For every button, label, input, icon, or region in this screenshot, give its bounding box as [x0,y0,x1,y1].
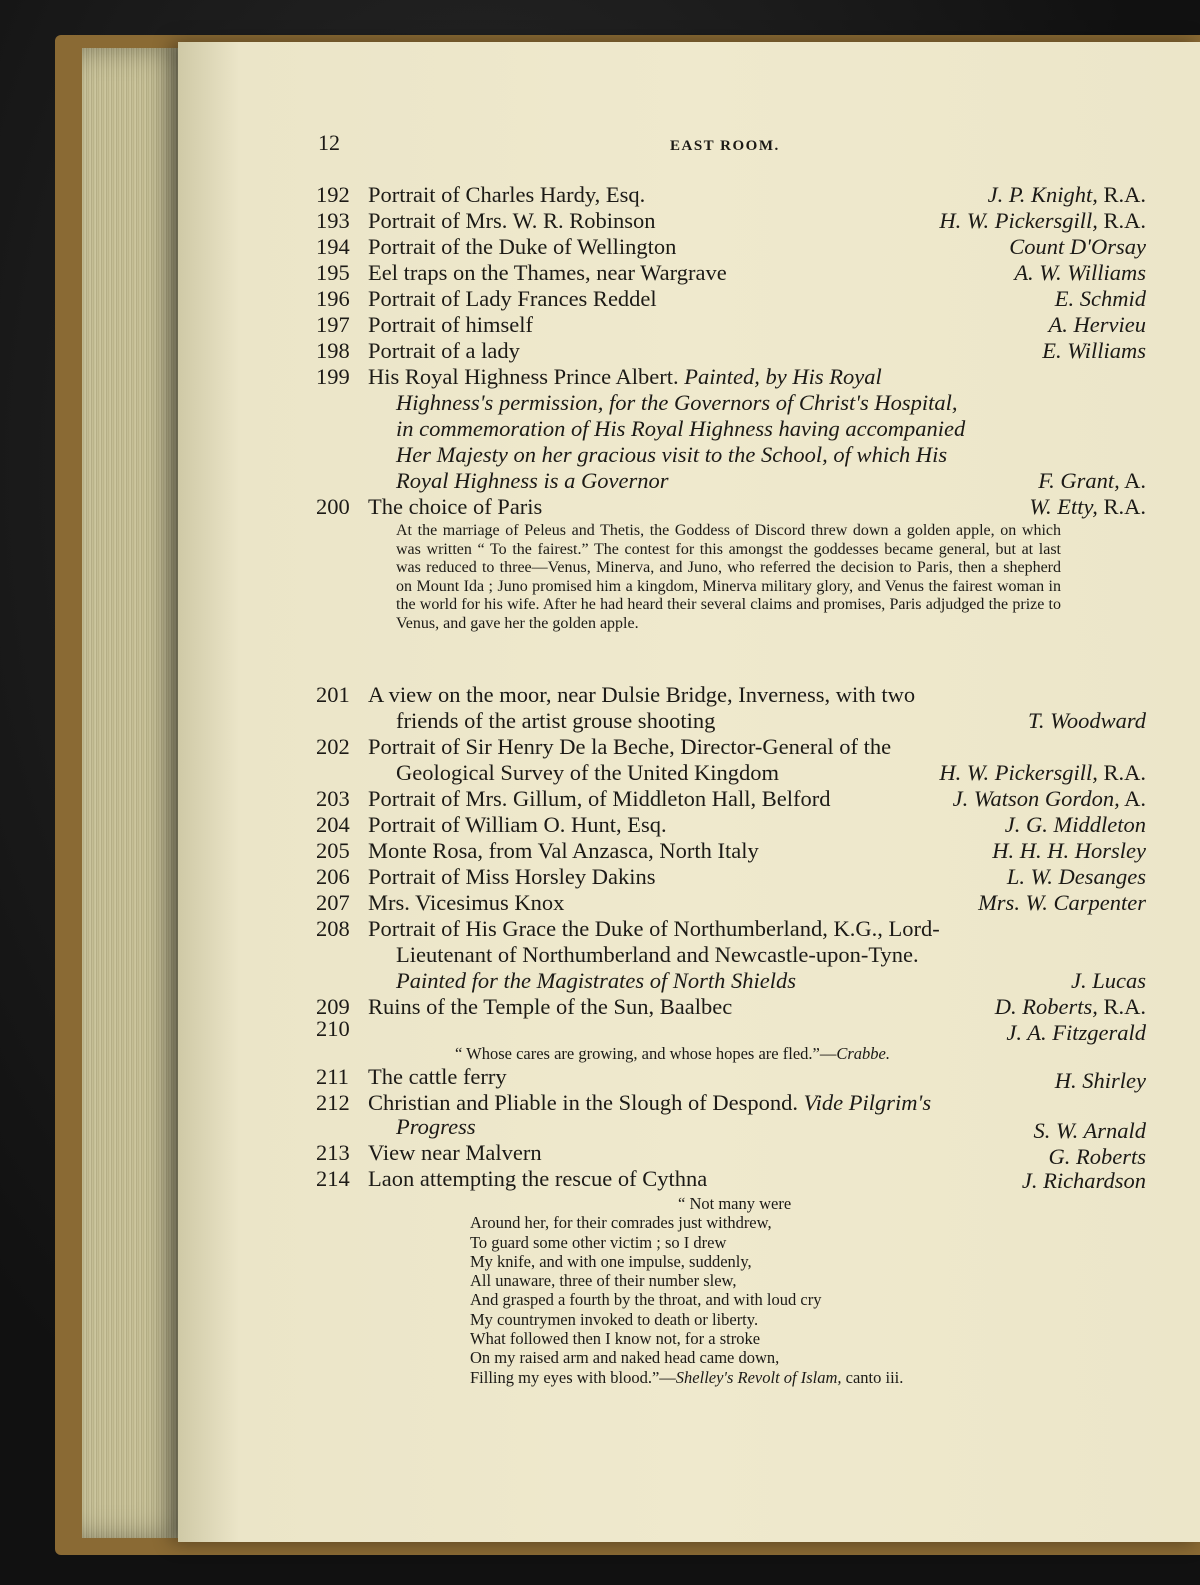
entry-title: Portrait of His Grace the Duke of Northumberland, K.G., Lord- [368,916,940,941]
entry-title: Portrait of himself [368,312,533,337]
entry-title: Mrs. Vicesimus Knox [368,890,565,915]
entry-artist: J. G. Middleton [1004,812,1146,837]
poem-line: “ Not many were [678,1194,792,1213]
running-head: EAST ROOM. [670,138,780,154]
catalogue-entry [316,182,1146,208]
entry-artist: Mrs. W. Carpenter [978,890,1146,915]
entry-title: Portrait of Mrs. W. R. Robinson [368,208,656,233]
entry-number: 196 [316,286,350,311]
entry-number: 209 [316,994,350,1019]
entry-number: 203 [316,786,350,811]
entry-number: 205 [316,838,350,863]
catalogue-entry [316,682,1146,708]
entry-title: Monte Rosa, from Val Anzasca, North Italy [368,838,759,863]
catalogue-entry [316,1090,1146,1116]
catalogue-entry [316,838,1146,864]
entry-title: Eel traps on the Thames, near Wargrave [368,260,727,285]
entry-artist: H. W. Pickersgill, R.A. [939,760,1146,785]
entry-artist: Count D'Orsay [1009,234,1146,259]
entry-number: 214 [316,1166,350,1191]
entry-number: 204 [316,812,350,837]
catalogue-entry [316,734,1146,760]
entry-artist: H. Shirley [1054,1068,1146,1093]
catalogue-entry [316,916,1146,942]
entry-title: View near Malvern [368,1140,542,1165]
catalogue-entry [316,286,1146,312]
catalogue-entry [316,786,1146,812]
entry-number: 207 [316,890,350,915]
entry-artist: E. Williams [1042,338,1146,363]
entry-title: Portrait of a lady [368,338,520,363]
entry-number: 201 [316,682,350,707]
entry-artist: S. W. Arnald [1033,1118,1146,1143]
entry-note: At the marriage of Peleus and Thetis, the Goddess of Discord threw down a golden apple, on which was written “ To the fairest.” The contest for this amongst the goddesses became general, but at last was reduced to three—Venus, Minerva, and Juno, who referred the decision to Paris, then a shepherd on Mount Ida ; Juno promised him a kingdom, Minerva military glory, and Venus the fairest woman in the world for his wife. After he had heard their several claims and promises, Paris adjudged the prize to Venus, and gave her the golden apple. [396,522,1061,632]
entry-number: 199 [316,364,350,389]
catalogue-entry [316,1016,1146,1045]
entry-artist: J. P. Knight, R.A. [987,182,1146,207]
entry-title: Portrait of Miss Horsley Dakins [368,864,656,889]
poem-line: All unaware, three of their number slew, [470,1271,737,1291]
entry-title: Portrait of the Duke of Wellington [368,234,677,259]
entry-artist: W. Etty, R.A. [1029,494,1146,519]
catalogue-entry [316,1064,1146,1093]
catalogue-entry [316,338,1146,364]
entry-title: Christian and Pliable in the Slough of Despond. Vide Pilgrim's [368,1090,932,1115]
poem-line: My countrymen invoked to death or liberty. [470,1309,759,1329]
catalogue-entry [316,234,1146,260]
entry-continuation: friends of the artist grouse shooting T. Woodward [396,708,1146,733]
catalogue-entry [316,890,1146,916]
entry-continuation: Geological Survey of the United Kingdom H. W. Pickersgill, R.A. [396,760,1146,785]
poem-line: Filling my eyes with blood.”—Shelley's Revolt of Islam, canto iii. [470,1367,904,1387]
catalogue-entry [316,494,1146,520]
poem-line: On my raised arm and naked head came down, [470,1348,780,1368]
entry-number: 194 [316,234,350,259]
entry-artist: J. Lucas [1071,968,1146,993]
entry-number: 198 [316,338,350,363]
catalogue-entry [316,364,1146,390]
entry-number: 195 [316,260,350,285]
entry-number: 200 [316,494,350,519]
entry-artist: A. W. Williams [1014,260,1146,285]
entry-continuation: Progress S. W. Arnald [396,1114,1146,1143]
entry-number: 202 [316,734,350,759]
entry-artist: H. H. H. Horsley [992,838,1146,863]
entry-artist: J. A. Fitzgerald [1006,1020,1146,1045]
entry-title: Laon attempting the rescue of Cythna [368,1166,708,1191]
catalogue-entry [316,864,1146,890]
entry-title: Portrait of Charles Hardy, Esq. [368,182,646,207]
catalogue-entry [316,312,1146,338]
entry-number: 197 [316,312,350,337]
entry-title: Ruins of the Temple of the Sun, Baalbec [368,994,733,1019]
catalogue-entry [316,812,1146,838]
entry-title: Portrait of Mrs. Gillum, of Middleton Hall, Belford [368,786,831,811]
entry-continuation: Lieutenant of Northumberland and Newcastle-upon-Tyne. [396,942,919,967]
entry-artist: F. Grant, A. [1038,468,1146,493]
entry-continuation: Her Majesty on her gracious visit to the School, of which His [396,442,948,467]
entry-number: 212 [316,1090,350,1115]
entry-artist: L. W. Desanges [1006,864,1146,889]
entry-artist: J. Richardson [1021,1168,1146,1193]
entry-title: His Royal Highness Prince Albert. Painted, by His Royal [368,364,882,389]
poem-line: What followed then I know not, for a stroke [470,1329,761,1349]
entry-continuation: Highness's permission, for the Governors of Christ's Hospital, [396,390,958,415]
entry-number: 210 [316,1016,350,1041]
entry-number: 213 [316,1140,350,1165]
entry-number: 206 [316,864,350,889]
entry-title: Portrait of William O. Hunt, Esq. [368,812,667,837]
entry-continuation: Royal Highness is a Governor F. Grant, A. [396,468,1146,493]
entry-number: 211 [316,1064,349,1089]
entry-number: 208 [316,916,350,941]
catalogue-entry [316,260,1146,286]
entry-title: The cattle ferry [368,1064,507,1089]
entry-quote: “ Whose cares are growing, and whose hopes are fled.”—Crabbe. [455,1044,890,1063]
entry-artist: T. Woodward [1028,708,1146,733]
entry-artist: J. Watson Gordon, A. [952,786,1146,811]
entry-title: Portrait of Lady Frances Reddel [368,286,657,311]
entry-title: The choice of Paris [368,494,543,519]
entry-continuation: Painted for the Magistrates of North Shields J. Lucas [396,968,1146,993]
catalogue-entry [316,1166,1146,1192]
catalogue-entry [316,208,1146,234]
entry-artist: H. W. Pickersgill, R.A. [939,208,1146,233]
entry-artist: A. Hervieu [1048,312,1146,337]
poem-line: And grasped a fourth by the throat, and with loud cry [470,1290,822,1310]
entry-title: A view on the moor, near Dulsie Bridge, Inverness, with two [368,682,916,707]
page-number: 12 [318,130,340,155]
entry-number: 192 [316,182,350,207]
poem-quotation [470,1194,903,1387]
entry-number: 193 [316,208,350,233]
poem-line: Around her, for their comrades just withdrew, [470,1213,772,1233]
poem-line: My knife, and with one impulse, suddenly, [470,1251,752,1271]
entry-title: Portrait of Sir Henry De la Beche, Director-General of the [368,734,892,759]
catalogue-entry [316,1140,1146,1169]
entry-continuation: in commemoration of His Royal Highness having accompanied [396,416,966,441]
entry-artist: G. Roberts [1048,1144,1146,1169]
entry-artist: E. Schmid [1054,286,1146,311]
entry-artist: D. Roberts, R.A. [994,994,1146,1019]
poem-line: To guard some other victim ; so I drew [470,1232,727,1252]
